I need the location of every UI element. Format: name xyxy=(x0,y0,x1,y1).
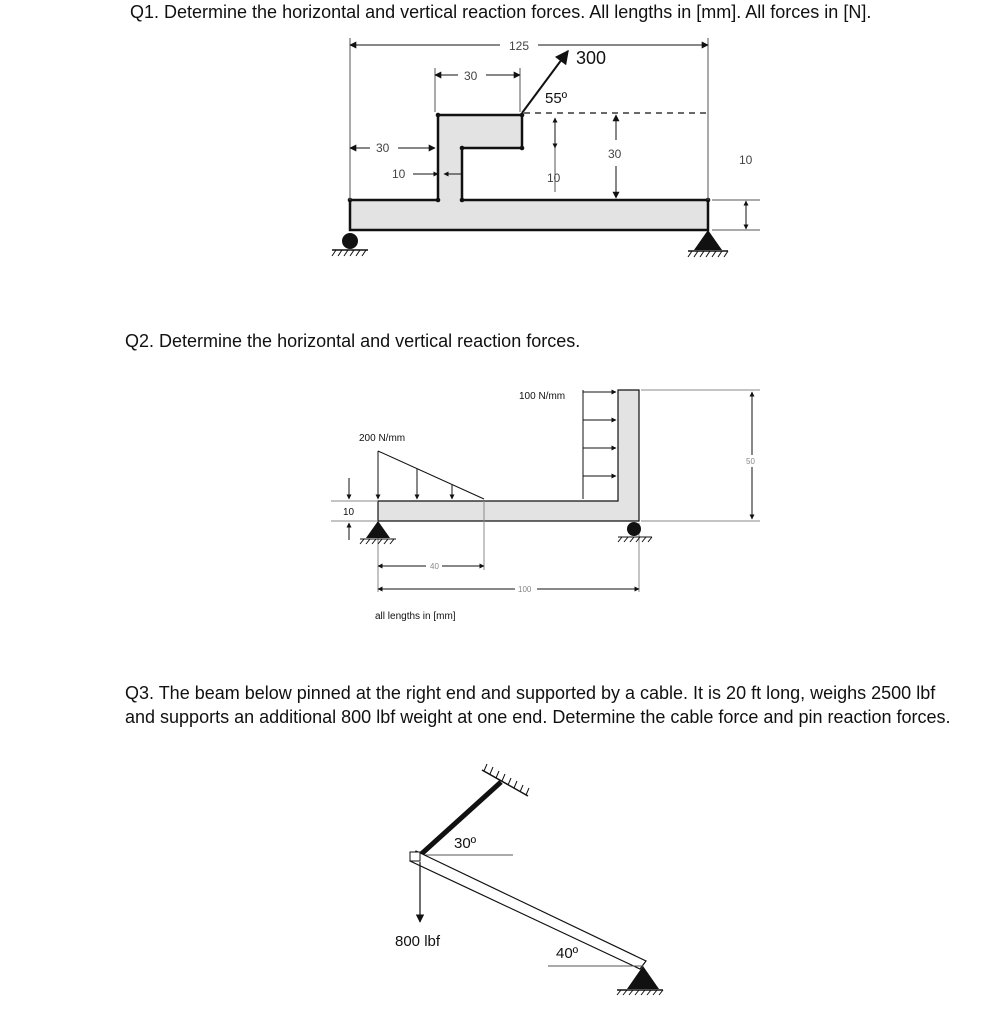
fig3-weight-label: 800 lbf xyxy=(395,933,441,950)
fig1-force-label: 300 xyxy=(576,48,607,68)
fig1-pin-support xyxy=(694,230,722,250)
fig3-cable-angle-label: 30º xyxy=(454,835,477,852)
fig1-dim-10-mid-label: 10 xyxy=(547,171,561,185)
fig2-triangular-outline xyxy=(378,451,484,499)
fig2-roller-support xyxy=(627,522,641,536)
fig2-roller-hatch xyxy=(618,537,652,542)
fig1-dim-30-top-label: 30 xyxy=(464,69,478,83)
fig1-nodes xyxy=(348,113,711,203)
fig3-pin-support xyxy=(627,966,659,989)
fig1-pin-hatch xyxy=(688,251,728,257)
question-3-text: Q3. The beam below pinned at the right end and supported by a cable. It is 20 ft long, weighs 2500 lbf and supports an additional 800 lbf weight at one end. Determine the cable force and pin reaction forces. xyxy=(125,683,951,727)
fig1-dim-30-left-label: 30 xyxy=(376,141,390,155)
fig1-angle-label: 55º xyxy=(545,90,568,107)
fig2-dim-100-label: 100 xyxy=(518,585,532,594)
fig2-triangular-arrows xyxy=(378,455,452,499)
figure-3 xyxy=(395,764,663,995)
fig2-triangular-load-label: 200 N/mm xyxy=(359,433,406,444)
fig3-beam-angle-label: 40º xyxy=(556,945,579,962)
figure-2 xyxy=(331,390,760,622)
fig1-dim-30-right-label: 30 xyxy=(608,147,622,161)
figure-1 xyxy=(332,38,760,257)
fig2-pin-hatch xyxy=(360,539,394,544)
fig2-dim-50-label: 50 xyxy=(746,457,755,466)
fig2-uniform-load-label: 100 N/mm xyxy=(519,391,566,402)
fig2-dim-10-label: 10 xyxy=(343,507,355,518)
fig1-dim-10-beam-label: 10 xyxy=(739,153,753,167)
fig1-roller-support xyxy=(342,233,358,249)
question-1-text: Q1. Determine the horizontal and vertical reaction forces. All lengths in [mm]. All forces in [N]. xyxy=(130,2,872,22)
fig2-uniform-arrows xyxy=(583,392,616,476)
fig1-roller-hatch xyxy=(332,250,366,256)
fig2-units-note: all lengths in [mm] xyxy=(375,611,456,622)
fig1-dim-10-left-label: 10 xyxy=(392,167,406,181)
fig3-beam-end xyxy=(410,852,420,861)
fig1-dim-125-label: 125 xyxy=(509,39,530,53)
fig2-pin-support xyxy=(366,521,390,538)
question-2-text: Q2. Determine the horizontal and vertical reaction forces. xyxy=(125,331,581,351)
fig2-dim-40-label: 40 xyxy=(430,562,439,571)
fig3-beam xyxy=(410,851,646,969)
fig2-body xyxy=(378,390,639,521)
